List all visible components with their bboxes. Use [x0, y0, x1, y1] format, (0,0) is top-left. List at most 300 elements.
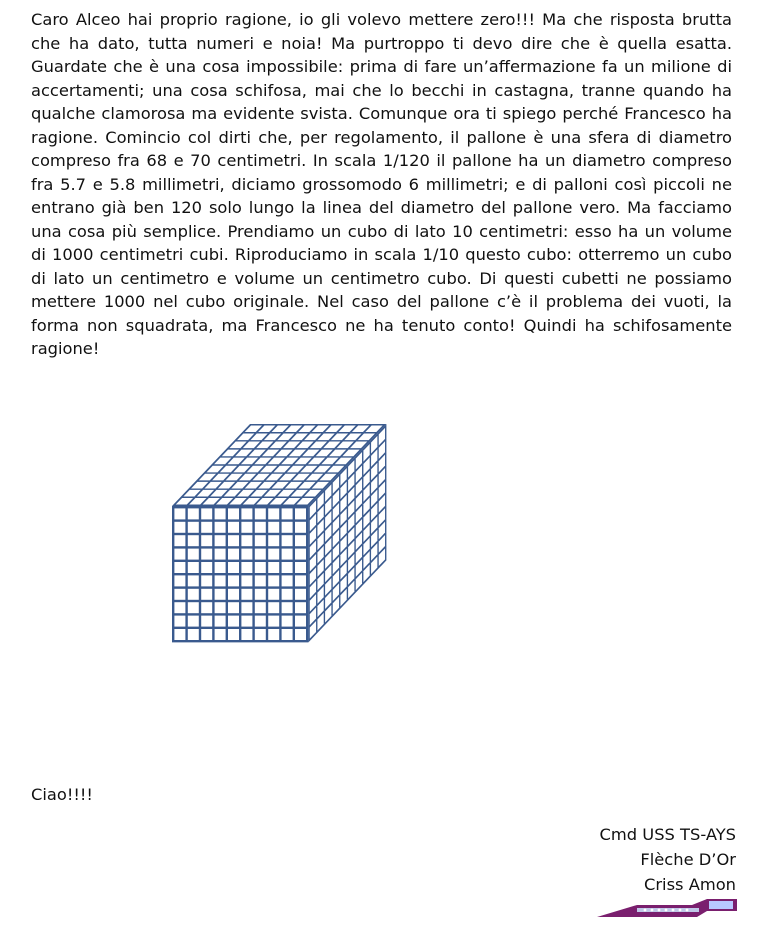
cube-cell — [325, 565, 331, 583]
cube-cell — [201, 589, 212, 600]
cube-cell — [268, 549, 279, 560]
cube-cell — [371, 503, 377, 521]
cube-cell — [289, 450, 306, 457]
cube-cell — [356, 465, 362, 483]
cube-cell — [204, 482, 221, 489]
cube-cell — [348, 567, 354, 585]
cube-cell — [215, 508, 226, 519]
cube-cell — [325, 524, 331, 542]
cube-cell — [348, 460, 354, 478]
cube-cell — [241, 575, 252, 586]
cube-cell — [188, 602, 199, 613]
cube-cell — [295, 575, 306, 586]
cube-cell — [310, 554, 316, 572]
cube-cell — [256, 498, 273, 505]
signature-line-1: Cmd USS TS-AYS — [599, 825, 736, 844]
cube-cell — [325, 511, 331, 529]
cube-cell — [306, 474, 323, 481]
cube-cell — [295, 602, 306, 613]
cube-cell — [293, 474, 310, 481]
cube-cell — [183, 490, 200, 497]
cube-cell — [201, 508, 212, 519]
cube-cell — [282, 508, 293, 519]
cube-cell — [295, 589, 306, 600]
cube-cell — [215, 562, 226, 573]
cube-cell — [379, 441, 385, 459]
cube-cell — [228, 602, 239, 613]
cube-cell — [264, 433, 281, 440]
cube-cell — [239, 474, 256, 481]
cube-cell — [333, 597, 339, 615]
cube-cell — [310, 442, 327, 449]
cube-cell — [295, 616, 306, 627]
cube-cell — [317, 433, 334, 440]
cube-cell — [300, 466, 317, 473]
cube-cell — [356, 546, 362, 564]
cube-cell — [188, 629, 199, 640]
cube-cell — [296, 442, 313, 449]
cube-cell — [348, 581, 354, 599]
cube-cell — [264, 490, 281, 497]
cube-cell — [317, 506, 323, 524]
cube-cell — [379, 535, 385, 553]
cube-cell — [371, 516, 377, 534]
cube-cell — [285, 425, 302, 432]
cube-cell — [188, 522, 199, 533]
cube-cell — [228, 508, 239, 519]
cube-cell — [228, 549, 239, 560]
cube-cell — [174, 522, 185, 533]
cube-cell — [310, 621, 316, 639]
cube-cell — [295, 629, 306, 640]
cube-cell — [317, 519, 323, 537]
cube-cell — [214, 458, 231, 465]
cube-cell — [350, 442, 367, 449]
cube-cell — [174, 575, 185, 586]
cube-cell — [295, 522, 306, 533]
cube-cell — [371, 476, 377, 494]
cube-cell — [348, 473, 354, 491]
cube-cell — [319, 474, 336, 481]
cube-cell — [379, 455, 385, 473]
cube-cell — [379, 548, 385, 566]
cube-cell — [379, 495, 385, 513]
cube-cell — [270, 498, 287, 505]
cube-cell — [188, 616, 199, 627]
cube-cell — [215, 575, 226, 586]
cube-cell — [228, 535, 239, 546]
cube-cell — [268, 508, 279, 519]
cube-cell — [310, 567, 316, 585]
cube-cell — [329, 450, 346, 457]
cube-cell — [325, 538, 331, 556]
cube-cell — [296, 498, 313, 505]
cube-cell — [268, 616, 279, 627]
cube-cell — [344, 433, 361, 440]
cube-cell — [201, 616, 212, 627]
cube-cell — [371, 449, 377, 467]
cube-cell — [255, 575, 266, 586]
cube-cell — [215, 549, 226, 560]
cube-cell — [268, 602, 279, 613]
cube-cell — [174, 629, 185, 640]
cube-cell — [235, 450, 252, 457]
cube-cell — [255, 602, 266, 613]
cube-cell — [317, 613, 323, 631]
cube-cell — [340, 495, 346, 513]
cube-cell — [340, 535, 346, 553]
cube-cell — [271, 482, 288, 489]
cube-cell — [268, 575, 279, 586]
cube-cell — [282, 535, 293, 546]
cube-cell — [295, 562, 306, 573]
cube-cell — [215, 535, 226, 546]
cube-cell — [268, 458, 285, 465]
cube-cell — [283, 498, 300, 505]
cube-cell — [266, 474, 283, 481]
cube-cell — [255, 589, 266, 600]
cube-cell — [337, 442, 354, 449]
cube-cell — [215, 602, 226, 613]
cube-cell — [379, 428, 385, 446]
cube-cell — [215, 616, 226, 627]
cube-cell — [348, 554, 354, 572]
cube-cell — [310, 514, 316, 532]
cube-cell — [245, 482, 262, 489]
cube-cell — [241, 458, 258, 465]
cube-cell — [363, 565, 369, 583]
cube-cell — [340, 589, 346, 607]
cube-cell — [316, 450, 333, 457]
cube-cell — [282, 575, 293, 586]
cube-cell — [201, 522, 212, 533]
cube-cell — [268, 562, 279, 573]
cube-cell — [188, 549, 199, 560]
cube-cell — [275, 450, 292, 457]
cube-cell — [363, 457, 369, 475]
cube-cell — [174, 562, 185, 573]
cube-cell — [304, 433, 321, 440]
cube-cell — [188, 562, 199, 573]
cube-cell — [323, 442, 340, 449]
cube-cell — [277, 433, 294, 440]
cube-cell — [243, 498, 260, 505]
cube-cell — [333, 583, 339, 601]
cube-cell — [371, 489, 377, 507]
cube-cell — [295, 549, 306, 560]
signature-line-3: Criss Amon — [643, 875, 736, 894]
signature — [600, 822, 736, 897]
cube-cell — [348, 500, 354, 518]
cube-cell — [201, 629, 212, 640]
cube-cell — [268, 589, 279, 600]
cube-cell — [325, 605, 331, 623]
cube-cell — [241, 629, 252, 640]
cube-cell — [268, 522, 279, 533]
cube-cell — [174, 616, 185, 627]
cube-cell — [335, 458, 352, 465]
cube-cell — [281, 458, 298, 465]
cube-cell — [212, 474, 229, 481]
cube-cell — [314, 466, 331, 473]
cube-cell — [317, 586, 323, 604]
cube-cell — [312, 425, 329, 432]
cube-cell — [294, 458, 311, 465]
cube-cell — [273, 466, 290, 473]
cube-cell — [210, 490, 227, 497]
cube-cell — [325, 425, 342, 432]
cube-cell — [189, 498, 206, 505]
cube-cell — [227, 458, 244, 465]
cube-cell — [255, 562, 266, 573]
cube-cell — [282, 602, 293, 613]
cube-cell — [363, 444, 369, 462]
cube-cell — [371, 543, 377, 561]
cube-cell — [356, 532, 362, 550]
cube-cell — [174, 602, 185, 613]
cube-cell — [363, 538, 369, 556]
cube-cell — [291, 490, 308, 497]
cube-cell — [333, 557, 339, 575]
cube-cell — [229, 498, 246, 505]
cube-cell — [333, 530, 339, 548]
cube-cell — [255, 616, 266, 627]
cube-cell — [241, 602, 252, 613]
cube-cell — [282, 616, 293, 627]
cube-cell — [220, 466, 237, 473]
cube-cell — [371, 530, 377, 548]
cube-cell — [321, 458, 338, 465]
cube-cell — [216, 498, 233, 505]
cube-cell — [222, 450, 239, 457]
cube-cell — [358, 433, 375, 440]
cube-cell — [340, 522, 346, 540]
cube-cell — [256, 442, 273, 449]
cube-top-face — [172, 424, 386, 506]
cube-cell — [215, 589, 226, 600]
cube-cell — [252, 474, 269, 481]
cube-cell — [363, 524, 369, 542]
cube-cell — [287, 466, 304, 473]
cube-cell — [188, 535, 199, 546]
cube-cell — [255, 629, 266, 640]
cube-cell — [255, 549, 266, 560]
cube-cell — [379, 468, 385, 486]
cube-cell — [201, 535, 212, 546]
cube-cell — [201, 549, 212, 560]
cube-cell — [363, 471, 369, 489]
cube-cell — [333, 503, 339, 521]
cube-cell — [228, 629, 239, 640]
cube-cell — [317, 573, 323, 591]
cube-cell — [241, 522, 252, 533]
cube-cell — [174, 549, 185, 560]
cube-cell — [371, 463, 377, 481]
cube-cell — [365, 425, 382, 432]
cube-cell — [310, 581, 316, 599]
cube-cell — [282, 549, 293, 560]
cube-cell — [282, 629, 293, 640]
cube-cell — [250, 490, 267, 497]
cube-cell — [325, 484, 331, 502]
cube-cell — [325, 578, 331, 596]
cube-cell — [254, 458, 271, 465]
cube-cell — [250, 433, 267, 440]
cube-cell — [206, 466, 223, 473]
cube-cell — [260, 466, 277, 473]
cube-right-face — [308, 424, 386, 642]
cube-cell — [241, 616, 252, 627]
cube-cell — [228, 562, 239, 573]
cube-cell — [188, 589, 199, 600]
cube-cell — [229, 442, 246, 449]
starship-fin — [709, 901, 733, 909]
cube-front-face — [172, 506, 308, 642]
cube-cell — [310, 541, 316, 559]
cube-cell — [333, 570, 339, 588]
cube-cell — [228, 589, 239, 600]
cube-cell — [325, 591, 331, 609]
cube-cell — [340, 562, 346, 580]
cube-cell — [218, 482, 235, 489]
starship-icon — [597, 897, 739, 921]
cube-cell — [340, 482, 346, 500]
cube-cell — [310, 608, 316, 626]
cube-cell — [333, 516, 339, 534]
cube-cell — [312, 482, 329, 489]
cube-cell — [201, 575, 212, 586]
letter-body: Caro Alceo hai proprio ragione, io gli volevo mettere zero!!! Ma che risposta brutta che ha dato, tutta numeri e noia! Ma purtroppo ti devo dire che è quella esatta. Guardate che è una cosa impossibile: prima di fare un’affermazione fa un milione di accertamenti; una cosa schifosa, mai che lo becchi in castagna, tranne quando ha qualche clamorosa ma evidente svista. Comunque ora ti spiego perché Francesco ha ragione. Comincio col dirti che, per regolamento, il pallone è una sfera di diametro compreso fra 68 e 70 centimetri. In scala 1/120 il pallone ha un diametro compreso fra 5.7 e 5.8 millimetri, diciamo grossomodo 6 millimetri; e di palloni così piccoli ne entrano già ben 120 solo lungo la linea del diametro del pallone vero. Ma facciamo una cosa più semplice. Prendiamo un cubo di lato 10 centimetri: esso ha un volume di 1000 centimetri cubi. Riproduciamo in scala 1/10 questo cubo: otterremo un cubo di lato un centimetro e volume un centimetro cubo. Di questi cubetti ne possiamo mettere 1000 nel cubo originale. Nel caso del pallone c’è il problema dei vuoti, la forma non squadrata, ma Francesco ne ha tenuto conto! Quindi ha schifosamente ragione! — [31, 10, 732, 358]
cube-cell — [333, 476, 339, 494]
cube-cell — [356, 573, 362, 591]
cube-cell — [325, 498, 331, 516]
cube-cell — [356, 492, 362, 510]
cube-cell — [283, 442, 300, 449]
cube-cell — [308, 458, 325, 465]
cube-cell — [174, 508, 185, 519]
cube-cell — [203, 498, 220, 505]
cube-cell — [277, 490, 294, 497]
cube-cell — [356, 479, 362, 497]
signature-line-2: Flèche D’Or — [640, 850, 736, 869]
cube-cell — [224, 490, 241, 497]
cube-cell — [279, 474, 296, 481]
cube-cell — [298, 482, 315, 489]
cube-cell — [339, 425, 356, 432]
cube-cell — [201, 562, 212, 573]
cube-cell — [241, 562, 252, 573]
cube-cell — [356, 506, 362, 524]
cube-cell — [352, 425, 369, 432]
cube-cell — [317, 559, 323, 577]
cube-cell — [258, 425, 275, 432]
cube-cell — [340, 508, 346, 526]
cube-cell — [310, 594, 316, 612]
cube-cell — [228, 616, 239, 627]
cube-cell — [231, 482, 248, 489]
cube-cell — [188, 508, 199, 519]
cube-cell — [310, 527, 316, 545]
cube-cell — [379, 522, 385, 540]
cube-cell — [363, 511, 369, 529]
cube-cell — [255, 522, 266, 533]
cube-cell — [241, 535, 252, 546]
cube-cell — [188, 575, 199, 586]
cube-cell — [291, 433, 308, 440]
cube-cell — [356, 519, 362, 537]
cube-cell — [215, 522, 226, 533]
cube-cell — [241, 589, 252, 600]
cube-cell — [258, 482, 275, 489]
cube-cell — [317, 599, 323, 617]
cube-cell — [270, 442, 287, 449]
cube-cell — [371, 436, 377, 454]
cube-cell — [191, 482, 208, 489]
cube-cell — [228, 575, 239, 586]
cube-cell — [285, 482, 302, 489]
cube-cell — [247, 466, 264, 473]
cube-cell — [340, 468, 346, 486]
cube-cell — [317, 546, 323, 564]
cube-cell — [333, 490, 339, 508]
cube-cell — [272, 425, 289, 432]
cube-cell — [302, 450, 319, 457]
cube-cell — [298, 425, 315, 432]
cube-cell — [317, 492, 323, 510]
cube-cell — [201, 602, 212, 613]
cube-cell — [233, 466, 250, 473]
cube-cell — [363, 484, 369, 502]
cube-cell — [348, 487, 354, 505]
closing-text: Ciao!!!! — [31, 785, 93, 804]
cube-cell — [268, 535, 279, 546]
cube-cell — [268, 629, 279, 640]
cube-cell — [363, 498, 369, 516]
cube-cell — [379, 508, 385, 526]
cube-cell — [340, 575, 346, 593]
cube-cell — [174, 535, 185, 546]
cube-cell — [199, 474, 216, 481]
cube-cell — [371, 556, 377, 574]
cube-cell — [327, 466, 344, 473]
cube-cell — [241, 508, 252, 519]
cube-cell — [379, 481, 385, 499]
cube-cell — [197, 490, 214, 497]
cube-cell — [348, 540, 354, 558]
cube-cell — [333, 543, 339, 561]
cube-cell — [282, 562, 293, 573]
cube-cell — [295, 508, 306, 519]
cube-cell — [176, 498, 193, 505]
cube-cell — [237, 490, 254, 497]
cube-cell — [249, 450, 266, 457]
cube-cell — [215, 629, 226, 640]
cube-cell — [241, 549, 252, 560]
cube-cell — [340, 549, 346, 567]
cube-cell — [226, 474, 243, 481]
cube-cell — [245, 425, 262, 432]
cube-cell — [282, 589, 293, 600]
cube-cell — [237, 433, 254, 440]
cube-grid — [172, 424, 386, 642]
cube-cell — [356, 452, 362, 470]
cube-cell — [243, 442, 260, 449]
cube-cell — [304, 490, 321, 497]
cube-cell — [174, 589, 185, 600]
cube-cell — [262, 450, 279, 457]
cube-cell — [325, 551, 331, 569]
cube-cell — [282, 522, 293, 533]
